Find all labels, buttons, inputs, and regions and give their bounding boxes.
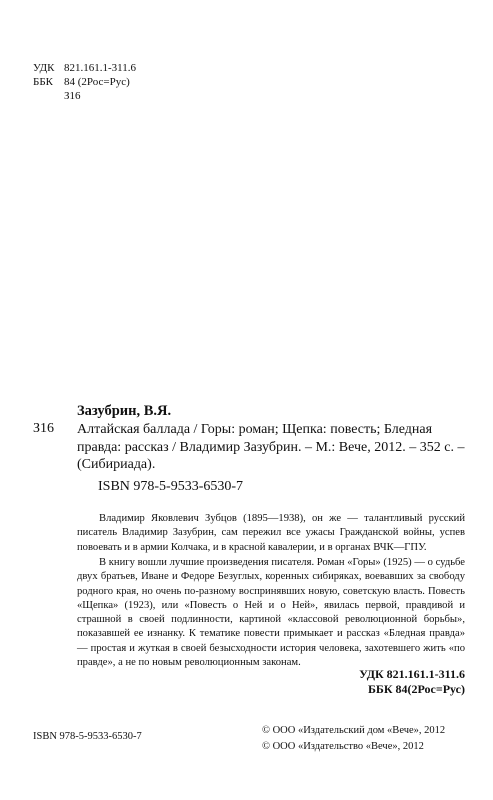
record-isbn: ISBN 978-5-9533-6530-7 [98, 479, 244, 494]
udk-label: УДК [33, 62, 55, 74]
author-code-line [33, 90, 81, 103]
record-description: Алтайская баллада / Горы: роман; Щепка: повесть; Бледная правда: рассказ / Владимир Зазубрин. – М.: Вече, 2012. – 352 с. – (Сибириада). [77, 422, 465, 472]
record-author: Зазубрин, В.Я. [77, 403, 172, 419]
record-author-code: З16 [33, 421, 55, 436]
copyright-line-2: © ООО «Издательство «Вече», 2012 [262, 741, 424, 752]
udk-value: 821.161.1-311.6 [64, 62, 137, 74]
right-udk: УДК 821.161.1-311.6 [359, 667, 465, 681]
right-bbk: ББК 84(2Рос=Рус) [367, 682, 465, 696]
annotation-paragraph-1: Владимир Яковлевич Зубцов (1895—1938), он же — талантливый русский писатель Владимир Зазубрин, сам пережил все ужасы Гражданской войны, успев повоевать и в армии Колчака, и в красной кавалерии, и в органах ВЧК—ГПУ. [77, 513, 465, 553]
bbk-value: 84 (2Рос=Рус) [64, 76, 130, 88]
copyright-line-1: © ООО «Издательский дом «Вече», 2012 [262, 725, 446, 736]
author-code-top: З16 [64, 90, 81, 102]
bbk-line [33, 76, 130, 89]
bbk-label: ББК [33, 76, 53, 88]
udk-line [33, 62, 136, 75]
footer-isbn: ISBN 978-5-9533-6530-7 [33, 731, 142, 742]
annotation-paragraph-2: В книгу вошли лучшие произведения писателя. Роман «Горы» (1925) — о судьбе двух братьев, Иване и Федоре Безуглых, коренных сибиряках, воевавших за свободу родного края, но очень по-разному воспринявших новую, советскую власть. Повесть «Щепка» (1923), или «Повесть о Ней и о Ней», явилась первой, правдивой и страшной в своей подлинности, картиной «классовой революционной борьбы», показавшей ее изнанку. К тематике повести примыкает и рассказ «Бледная правда» — простая и жуткая в своей безысходности история человека, захотевшего жить «по правде», а не по новым революционным законам. [77, 557, 465, 669]
